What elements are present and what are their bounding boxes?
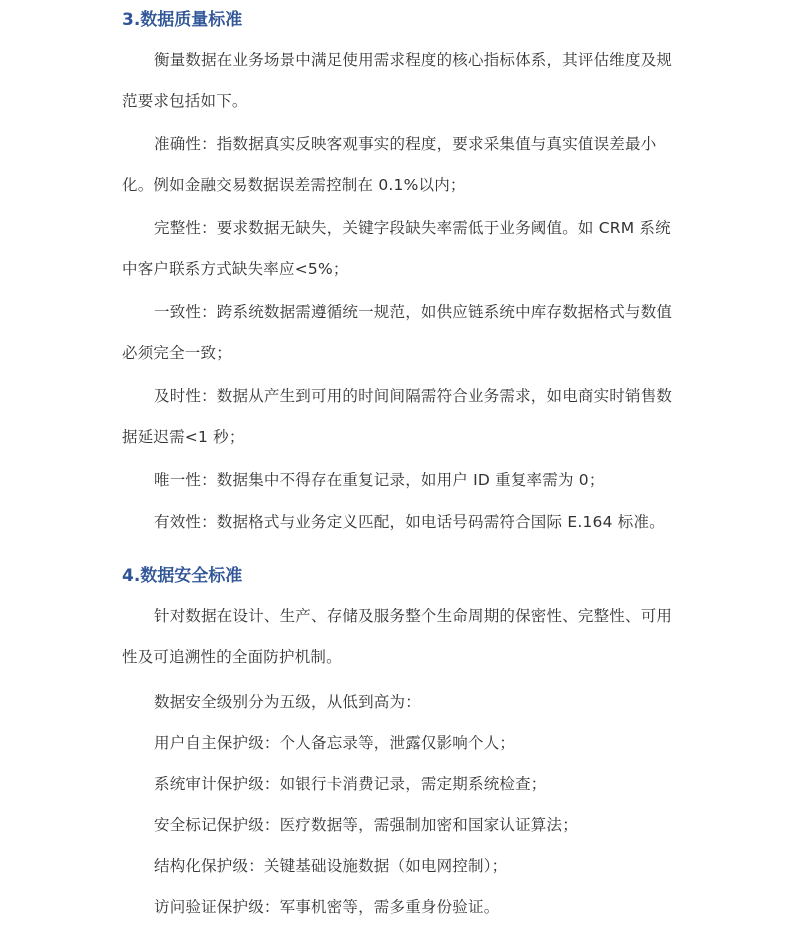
security-level-1: 用户自主保护级：个人备忘录等，泄露仅影响个人； — [154, 734, 516, 752]
security-level-3: 安全标记保护级：医疗数据等，需强制加密和国家认证算法； — [154, 816, 578, 834]
section-4-heading: 4.数据安全标准 — [122, 566, 243, 586]
quality-item-timeliness: 及时性：数据从产生到可用的时间间隔需符合业务需求，如电商实时销售数据延迟需<1 秒； — [122, 387, 673, 446]
quality-item-uniqueness: 唯一性：数据集中不得存在重复记录，如用户 ID 重复率需为 0； — [154, 471, 605, 489]
quality-item-accuracy: 准确性：指数据真实反映客观事实的程度，要求采集值与真实值误差最小化。例如金融交易数据误差需控制在 0.1%以内； — [122, 135, 657, 194]
security-levels-intro: 数据安全级别分为五级，从低到高为： — [154, 693, 421, 711]
quality-item-validity: 有效性：数据格式与业务定义匹配，如电话号码需符合国际 E.164 标准。 — [154, 513, 665, 531]
quality-item-consistency: 一致性：跨系统数据需遵循统一规范，如供应链系统中库存数据格式与数值必须完全一致； — [122, 303, 673, 362]
quality-item-completeness: 完整性：要求数据无缺失，关键字段缺失率需低于业务阈值。如 CRM 系统中客户联系方式缺失率应<5%； — [122, 219, 671, 278]
section-4-intro: 针对数据在设计、生产、存储及服务整个生命周期的保密性、完整性、可用性及可追溯性的全面防护机制。 — [122, 607, 673, 666]
section-3-intro: 衡量数据在业务场景中满足使用需求程度的核心指标体系，其评估维度及规范要求包括如下。 — [122, 51, 673, 110]
security-level-2: 系统审计保护级：如银行卡消费记录，需定期系统检查； — [154, 775, 547, 793]
section-3-heading: 3.数据质量标准 — [122, 10, 243, 30]
security-level-5: 访问验证保护级：军事机密等，需多重身份验证。 — [154, 898, 500, 916]
security-level-4: 结构化保护级：关键基础设施数据（如电网控制）； — [154, 857, 508, 875]
